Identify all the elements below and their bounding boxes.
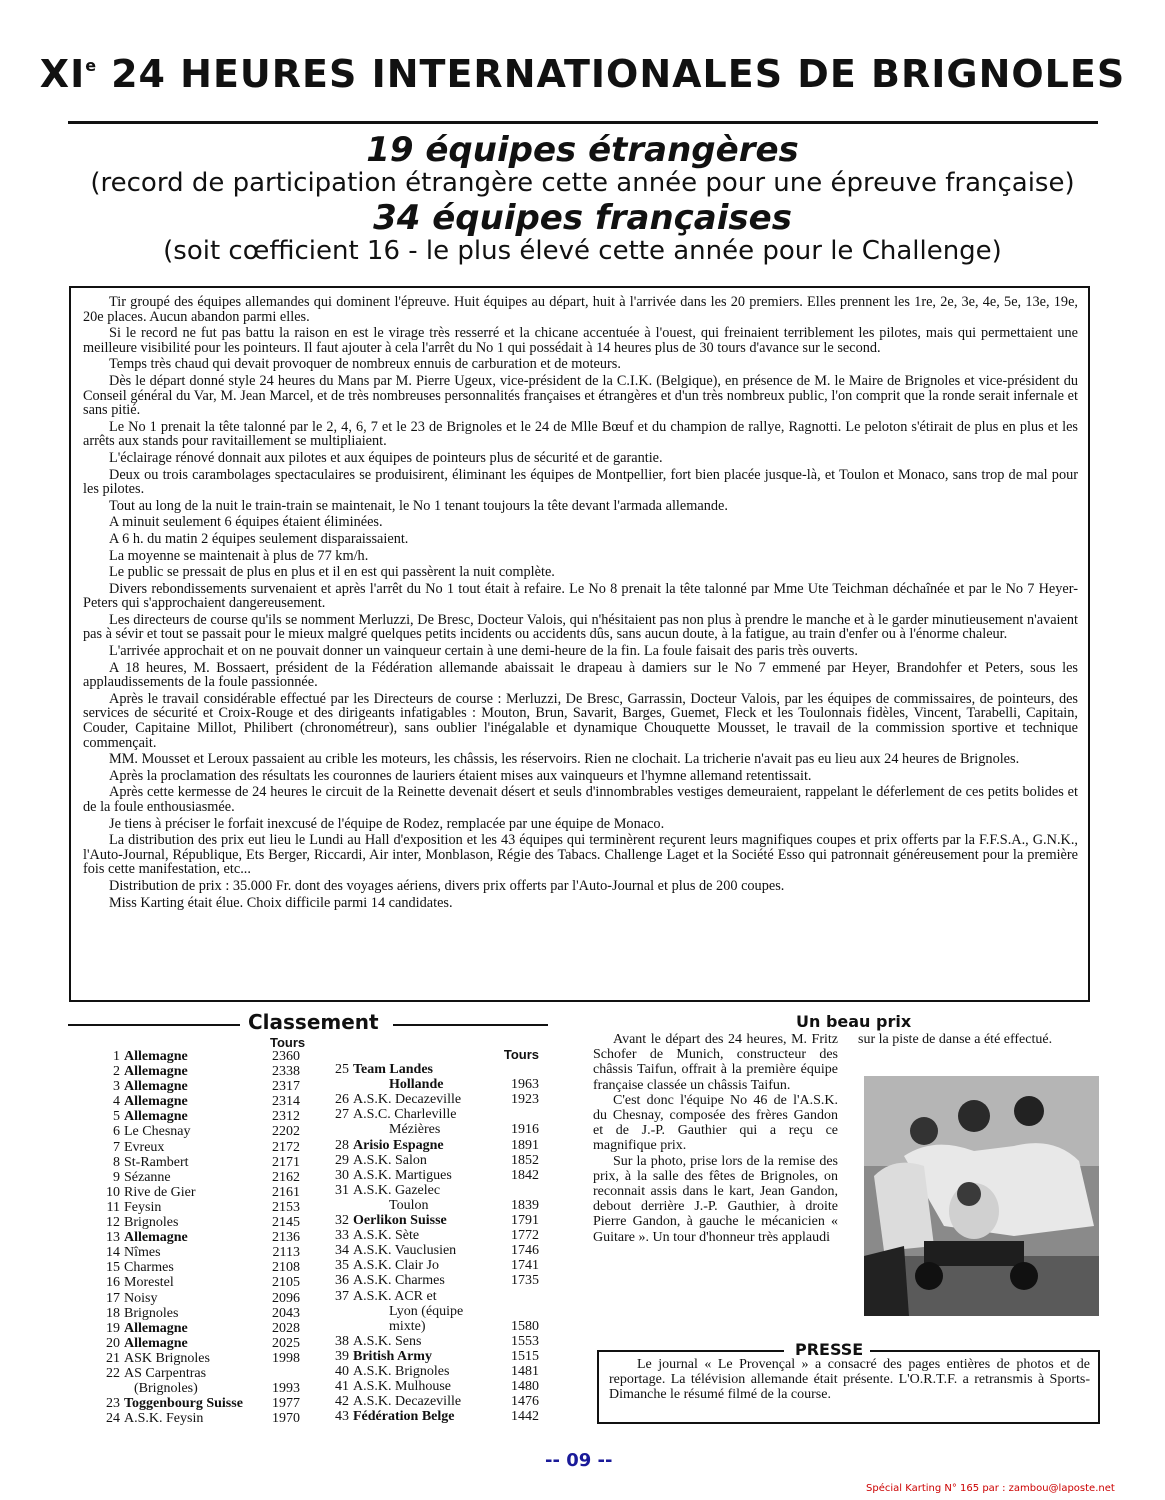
- ranking-position: 21: [106, 1350, 120, 1366]
- classement-column-1: [100, 1049, 300, 1426]
- ranking-position: 39: [335, 1348, 349, 1364]
- ranking-position: 35: [335, 1258, 349, 1274]
- ranking-laps: 2161: [272, 1184, 300, 1200]
- ranking-position: 9: [113, 1169, 120, 1185]
- ranking-team: Rive de Gier: [124, 1184, 196, 1200]
- ranking-team: A.S.K. Charmes: [353, 1273, 445, 1289]
- presse-box: [597, 1350, 1100, 1424]
- ranking-laps: 2202: [272, 1124, 300, 1140]
- ranking-laps: 2028: [272, 1320, 300, 1336]
- ranking-position: 24: [106, 1411, 120, 1427]
- ranking-team: Allemagne: [124, 1335, 188, 1351]
- ranking-position: 6: [113, 1124, 120, 1140]
- ranking-row: [329, 1409, 539, 1424]
- article-box: [69, 286, 1090, 1002]
- ranking-laps: 2162: [272, 1169, 300, 1185]
- title-divider: [68, 121, 1098, 124]
- subheadline-coefficient: (soit cœfficient 16 - le plus élevé cette année pour le Challenge): [163, 236, 1002, 266]
- ranking-row: [329, 1107, 539, 1122]
- article-paragraph: Distribution de prix : 35.000 Fr. dont des voyages aériens, divers prix offerts par l'Auto-Journal et plus de 200 coupes.: [109, 877, 785, 894]
- ranking-position: 38: [335, 1333, 349, 1349]
- ranking-team: A.S.K. Gazelec: [353, 1182, 441, 1198]
- ranking-row: [100, 1155, 300, 1170]
- classement-rule-left: [68, 1024, 240, 1026]
- ranking-row: [329, 1319, 539, 1334]
- article-paragraph: A 6 h. du matin 2 équipes seulement disparaissaient.: [109, 530, 409, 547]
- ranking-row: [329, 1349, 539, 1364]
- ranking-laps: 2145: [272, 1215, 300, 1231]
- ranking-row: [100, 1291, 300, 1306]
- article-paragraph: Temps très chaud qui devait provoquer de nombreux ennuis de carburation et de moteurs.: [109, 356, 621, 373]
- headline-foreign-teams: 19 équipes étrangères: [366, 130, 799, 170]
- ranking-position: 41: [335, 1379, 349, 1395]
- ranking-team: Allemagne: [124, 1064, 188, 1080]
- ranking-position: 3: [113, 1079, 120, 1095]
- ranking-row: [329, 1258, 539, 1273]
- ranking-row: [100, 1260, 300, 1275]
- article-paragraph: MM. Mousset et Leroux passaient au crible les moteurs, les châssis, les réservoirs. Rien ne clochait. La tricherie n'avait pas eu lieu aux 24 heures de Brignoles.: [109, 751, 1020, 768]
- ranking-laps: 2314: [272, 1094, 300, 1110]
- ranking-laps: 2312: [272, 1109, 300, 1125]
- ranking-team: A.S.K. Sète: [353, 1228, 420, 1244]
- ranking-row: [100, 1079, 300, 1094]
- ranking-position: 40: [335, 1363, 349, 1379]
- ranking-team: AS Carpentras: [124, 1365, 207, 1381]
- ranking-team: Allemagne: [124, 1109, 188, 1125]
- ranking-laps: 2360: [272, 1049, 300, 1064]
- article-paragraph: La moyenne se maintenait à plus de 77 km/h.: [109, 547, 369, 564]
- ranking-position: 43: [335, 1409, 349, 1425]
- footer-credit: Spécial Karting N° 165 par : zambou@laposte.net: [866, 1483, 1115, 1494]
- ranking-team: A.S.K. Decazeville: [353, 1394, 462, 1410]
- ranking-laps: 2096: [272, 1290, 300, 1306]
- ranking-row: [329, 1153, 539, 1168]
- ranking-position: 10: [106, 1184, 120, 1200]
- ranking-position: 20: [106, 1335, 120, 1351]
- ranking-team: Toggenbourg Suisse: [124, 1396, 243, 1412]
- article-paragraph: A minuit seulement 6 équipes étaient éliminées.: [109, 514, 383, 531]
- ranking-position: 33: [335, 1228, 349, 1244]
- ranking-row: [329, 1198, 539, 1213]
- ranking-laps: 1963: [511, 1077, 539, 1093]
- article-paragraph: Deux ou trois carambolages spectaculaires se produisirent, éliminant les équipes de Montpellier, fort bien placée jusque-là, et Toulon et Monaco, sans trop de mal pour les pilotes.: [83, 466, 1078, 498]
- ranking-position: 32: [335, 1213, 349, 1229]
- page-number: -- 09 --: [545, 1450, 613, 1471]
- ranking-laps: 1891: [511, 1137, 539, 1153]
- article-paragraph: Après le travail considérable effectué par les Directeurs de course : Merluzzi, De Bresc, Garrassin, Docteur Valois, par les équipes de commissaires, de pointeurs, des services de sécurité et Croix-Rouge et des dirigeants infatigables : Mouton, Brun, Savarit, Barges, Guemet, Fleck et les Toulonnais fidèles, Vincent, Tarabelli, Capitain, Couder, Capitaine Millot, Philibert (chronométreur), sans oublier l'inégalable et dynamique Chouquette Mousset, le travail de la commission sportive et technique commençait.: [83, 690, 1078, 751]
- ranking-team: Allemagne: [124, 1230, 188, 1246]
- ranking-row: [329, 1077, 539, 1092]
- ranking-team: A.S.K. Mulhouse: [353, 1379, 452, 1395]
- ranking-laps: 1515: [511, 1348, 539, 1364]
- ranking-laps: 2108: [272, 1260, 300, 1276]
- ranking-row: [329, 1243, 539, 1258]
- article-paragraph: Le public se pressait de plus en plus et il en est qui passèrent la nuit complète.: [109, 564, 555, 581]
- ranking-laps: 1791: [511, 1213, 539, 1229]
- ranking-row: [329, 1394, 539, 1409]
- ranking-laps: 2025: [272, 1335, 300, 1351]
- beau-prix-text: [593, 1032, 838, 1245]
- ranking-position: 8: [113, 1154, 120, 1170]
- article-paragraph: L'éclairage rénové donnait aux pilotes et aux équipes de pointeurs plus de sécurité et de garantie.: [109, 449, 663, 466]
- ranking-team: A.S.K. Vauclusien: [353, 1243, 457, 1259]
- ranking-position: 7: [113, 1139, 120, 1155]
- ranking-team: Allemagne: [124, 1049, 188, 1064]
- ranking-row: [329, 1334, 539, 1349]
- ranking-row: [100, 1049, 300, 1064]
- ranking-position: 34: [335, 1243, 349, 1259]
- ranking-laps: 2043: [272, 1305, 300, 1321]
- ranking-row: [100, 1109, 300, 1124]
- beau-prix-paragraph: Sur la photo, prise lors de la remise des prix, à la salle des fêtes de Brignoles, on reconnait assis dans le kart, Jean Gandon, debout derrière J.-P. Gauthier, à droite Pierre Gandon, à gauche le mécanicien « Guitare ». Un tour d'honneur très applaudi: [593, 1153, 838, 1245]
- ranking-laps: 1481: [511, 1363, 539, 1379]
- ranking-row: [100, 1170, 300, 1185]
- ranking-row: [329, 1183, 539, 1198]
- ranking-row: [329, 1273, 539, 1288]
- ranking-row: [100, 1230, 300, 1245]
- ranking-laps: 2317: [272, 1079, 300, 1095]
- ranking-row: [100, 1124, 300, 1139]
- subheadline-foreign-record: (record de participation étrangère cette année pour une épreuve française): [90, 168, 1075, 198]
- ranking-team: Nîmes: [124, 1245, 161, 1261]
- ranking-laps: 2136: [272, 1230, 300, 1246]
- ranking-laps: 2105: [272, 1275, 300, 1291]
- ranking-laps: 1842: [511, 1167, 539, 1183]
- ranking-team: A.S.K. Clair Jo: [353, 1258, 439, 1274]
- ranking-laps: 1977: [272, 1396, 300, 1412]
- ranking-row: [329, 1379, 539, 1394]
- ranking-laps: 1580: [511, 1318, 539, 1334]
- ranking-team: Sézanne: [124, 1169, 171, 1185]
- ranking-laps: 1442: [511, 1409, 539, 1425]
- ranking-row: [329, 1289, 539, 1304]
- ranking-row: [100, 1336, 300, 1351]
- ranking-row: [100, 1381, 300, 1396]
- ranking-row: [100, 1351, 300, 1366]
- ranking-row: [329, 1168, 539, 1183]
- article-paragraph: Les directeurs de course qu'ils se nomment Merluzzi, De Bresc, Docteur Valois, qui n'hésitaient pas non plus à prendre le manche et à le garder minutieusement n'avaient pas à sévir et tout se passait pour le mieux malgré quelques petits incidents ou accidents dûs, sans aucun doute, à la fatigue, au train d'enfer ou à l'énorme chaleur.: [83, 611, 1078, 643]
- ranking-row: [100, 1366, 300, 1381]
- presse-text: Le journal « Le Provençal » a consacré des pages entières de photos et de reportage. La télévision allemande était présente. L'O.R.T.F. a retransmis à Sports-Dimanche le résumé filmé de la course.: [609, 1357, 1090, 1402]
- beau-prix-paragraph: C'est donc l'équipe No 46 de l'A.S.K. du Chesnay, composée des frères Gandon et de J.-P. Gauthier qui a reçu ce magnifique prix.: [593, 1092, 838, 1154]
- ranking-row: [100, 1396, 300, 1411]
- ranking-team: A.S.C. Charleville: [353, 1107, 457, 1123]
- ranking-laps: 1480: [511, 1379, 539, 1395]
- ranking-position: 13: [106, 1230, 120, 1246]
- ranking-position: 18: [106, 1305, 120, 1321]
- article-paragraph: Divers rebondissements survenaient et après l'arrêt du No 1 tout était à refaire. Le No 8 prenait la tête talonné par Mme Ute Teichman déchaînée et par le No 7 Heyer-Peters qui s'approchaient dangereusement.: [83, 580, 1078, 612]
- ranking-team: Charmes: [124, 1260, 174, 1276]
- ranking-laps: 1839: [511, 1197, 539, 1213]
- ranking-laps: 1553: [511, 1333, 539, 1349]
- article-paragraph: Si le record ne fut pas battu la raison en est le virage très resserré et la chicane accentuée à l'ouest, qui freinaient terriblement les pilotes, mais qui permettaient une meilleure visibilité pour les pointeurs. Il faut ajouter à cela l'arrêt du No 1 qui possédait à 14 heures plus de 30 tours d'avance sur le second.: [83, 325, 1078, 356]
- ranking-position: 1: [113, 1049, 120, 1064]
- ranking-row: [100, 1200, 300, 1215]
- ranking-position: 4: [113, 1094, 120, 1110]
- ranking-laps: 1993: [272, 1381, 300, 1397]
- article-paragraph: L'arrivée approchait et on ne pouvait donner un vainqueur certain à une demi-heure de la fin. La foule faisait des paris très ouverts.: [109, 643, 858, 660]
- article-paragraph: A 18 heures, M. Bossaert, président de la Fédération allemande abaissait le drapeau à damiers sur le No 7 emmené par Heyer, Brandohfer et Peters, sous les applaudissements de la foule passionnée.: [83, 659, 1078, 691]
- award-photo-image: [864, 1076, 1099, 1316]
- ranking-team: Mézières: [389, 1122, 441, 1138]
- ranking-team: A.S.K. Sens: [353, 1333, 422, 1349]
- ranking-laps: 1741: [511, 1258, 539, 1274]
- ranking-laps: 1852: [511, 1152, 539, 1168]
- ranking-position: 25: [335, 1062, 349, 1078]
- ranking-team: Allemagne: [124, 1094, 188, 1110]
- ranking-position: 17: [106, 1290, 120, 1306]
- ranking-laps: 1923: [511, 1092, 539, 1108]
- ranking-laps: 1916: [511, 1122, 539, 1138]
- article-paragraph: Je tiens à préciser le forfait inexcusé de l'équipe de Rodez, remplacée par une équipe de Monaco.: [109, 815, 665, 832]
- ranking-position: 15: [106, 1260, 120, 1276]
- classement-rule-right: [393, 1024, 548, 1026]
- ranking-row: [100, 1245, 300, 1260]
- ranking-row: [100, 1275, 300, 1290]
- ranking-laps: 2113: [272, 1245, 300, 1261]
- article-paragraph: Après la proclamation des résultats les couronnes de lauriers étaient mises aux vainqueurs et l'hymne allemand retentissait.: [109, 767, 812, 784]
- ranking-row: [329, 1138, 539, 1153]
- ranking-team: A.S.K. Brignoles: [353, 1363, 450, 1379]
- article-paragraph: Miss Karting était élue. Choix difficile parmi 14 candidates.: [109, 894, 453, 911]
- ranking-position: 27: [335, 1107, 349, 1123]
- ranking-row: [329, 1228, 539, 1243]
- ranking-team: Lyon (équipe: [389, 1303, 464, 1319]
- ranking-position: 23: [106, 1396, 120, 1412]
- ranking-position: 37: [335, 1288, 349, 1304]
- ranking-laps: 1746: [511, 1243, 539, 1259]
- ranking-row: [329, 1122, 539, 1137]
- ranking-laps: 1998: [272, 1350, 300, 1366]
- ranking-position: 16: [106, 1275, 120, 1291]
- ranking-laps: 1735: [511, 1273, 539, 1289]
- ranking-team: A.S.K. Decazeville: [353, 1092, 462, 1108]
- ranking-team: Allemagne: [124, 1320, 188, 1336]
- ranking-position: 12: [106, 1215, 120, 1231]
- ranking-team: Morestel: [124, 1275, 174, 1291]
- ranking-team: A.S.K. Feysin: [124, 1411, 204, 1427]
- ranking-team: Feysin: [124, 1199, 162, 1215]
- beau-prix-text-continued: sur la piste de danse a été effectué.: [858, 1032, 1053, 1047]
- ranking-team: A.S.K. Salon: [353, 1152, 427, 1168]
- ranking-position: 2: [113, 1064, 120, 1080]
- ranking-team: British Army: [353, 1348, 432, 1364]
- ranking-position: 22: [106, 1365, 120, 1381]
- ranking-row: [100, 1064, 300, 1079]
- ranking-team: Noisy: [124, 1290, 158, 1306]
- ranking-laps: 1772: [511, 1228, 539, 1244]
- ranking-laps: 2153: [272, 1199, 300, 1215]
- ranking-team: Brignoles: [124, 1215, 179, 1231]
- ranking-position: 14: [106, 1245, 120, 1261]
- headline-french-teams: 34 équipes françaises: [373, 198, 792, 238]
- ranking-laps: 2338: [272, 1064, 300, 1080]
- ranking-row: [100, 1306, 300, 1321]
- ranking-laps: 2172: [272, 1139, 300, 1155]
- ranking-team: Evreux: [124, 1139, 165, 1155]
- ranking-laps: 2171: [272, 1154, 300, 1170]
- ranking-team: Oerlikon Suisse: [353, 1213, 447, 1229]
- ranking-position: 42: [335, 1394, 349, 1410]
- article-paragraph: Le No 1 prenait la tête talonné par le 2, 4, 6, 7 et le 23 de Brignoles et le 24 de Mlle Bœuf et du champion de rallye, Ragnotti. Le peloton s'étirait de plus en plus et les arrêts aux stands pour ravitaillement se multipliaient.: [83, 418, 1078, 450]
- ranking-position: 31: [335, 1182, 349, 1198]
- classement-title: Classement: [248, 1010, 379, 1034]
- ranking-row: [329, 1047, 539, 1062]
- ranking-laps: Tours: [503, 1047, 539, 1062]
- beau-prix-title: Un beau prix: [796, 1012, 912, 1031]
- ranking-row: [329, 1364, 539, 1379]
- classement-column-2: [329, 1047, 539, 1424]
- beau-prix-paragraph: Avant le départ des 24 heures, M. Fritz Schofer de Munich, constructeur des châssis Taifun, offrait à la première équipe française classée un châssis Taifun.: [593, 1032, 838, 1093]
- presse-title: PRESSE: [795, 1340, 864, 1359]
- article-paragraph: Après cette kermesse de 24 heures le circuit de la Reinette devenait désert et seuls d'innombrables vestiges demeuraient, rappelant le déferlement de ces petits bolides et de la foule enthousiasmée.: [83, 784, 1078, 815]
- ranking-team: Allemagne: [124, 1079, 188, 1095]
- tours-header: Tours: [270, 1035, 306, 1050]
- article-paragraph: Tout au long de la nuit le train-train se maintenait, le No 1 tenant toujours la tête devant l'armada allemande.: [109, 497, 728, 514]
- ranking-position: 5: [113, 1109, 120, 1125]
- award-photo: [864, 1076, 1099, 1316]
- ranking-row: [100, 1185, 300, 1200]
- ranking-position: 30: [335, 1167, 349, 1183]
- ranking-team: Brignoles: [124, 1305, 179, 1321]
- ranking-row: [100, 1215, 300, 1230]
- ranking-row: [329, 1213, 539, 1228]
- article-paragraph: Dès le départ donné style 24 heures du Mans par M. Pierre Ugeux, vice-président de la C.I.K. (Belgique), en présence de M. le Maire de Brignoles et vice-président du Conseil général du Var, M. Jean Marcel, et de très nombreuses personnalités françaises et étrangères et d'un très nombreux public, l'on comprit que la ronde serait infernale et sans pitié.: [83, 372, 1078, 419]
- ranking-position: 29: [335, 1152, 349, 1168]
- ranking-row: [100, 1411, 300, 1426]
- ranking-row: [329, 1092, 539, 1107]
- ranking-team: Fédération Belge: [353, 1409, 455, 1425]
- ranking-team: Team Landes: [353, 1062, 434, 1078]
- ranking-team: Arisio Espagne: [353, 1137, 444, 1153]
- ranking-team: A.S.K. Martigues: [353, 1167, 452, 1183]
- ranking-position: 28: [335, 1137, 349, 1153]
- ranking-row: [329, 1304, 539, 1319]
- article-paragraph: Tir groupé des équipes allemandes qui dominent l'épreuve. Huit équipes au départ, huit à l'arrivée dans les 20 premiers. Elles prennent les 1re, 2e, 3e, 4e, 5e, 13e, 19e, 20e places. Aucun abandon parmi elles.: [83, 294, 1078, 325]
- ranking-team: Toulon: [389, 1197, 429, 1213]
- ranking-team: mixte): [389, 1318, 426, 1334]
- ranking-laps: 1476: [511, 1394, 539, 1410]
- ranking-row: [100, 1094, 300, 1109]
- article-paragraph: La distribution des prix eut lieu le Lundi au Hall d'exposition et les 43 équipes qui terminèrent reçurent leurs magnifiques coupes et prix offerts par la F.F.S.A., G.N.K., l'Auto-Journal, République, Ets Berger, Riccardi, Air inter, Monblason, Régie des Tabacs. Challenge Laget et la Société Esso qui patronnait généreusement pour la première fois cette manifestation, etc...: [83, 832, 1078, 878]
- ranking-position: 19: [106, 1320, 120, 1336]
- ranking-row: [329, 1062, 539, 1077]
- ranking-position: 36: [335, 1273, 349, 1289]
- page-title: XIe 24 HEURES INTERNATIONALES DE BRIGNOLES: [39, 52, 1126, 96]
- ranking-position: 11: [106, 1199, 120, 1215]
- ranking-laps: 1970: [272, 1411, 300, 1427]
- ranking-team: ASK Brignoles: [124, 1350, 210, 1366]
- ranking-row: [100, 1140, 300, 1155]
- ranking-row: [100, 1321, 300, 1336]
- ranking-team: Hollande: [389, 1077, 444, 1093]
- ranking-position: 26: [335, 1092, 349, 1108]
- ranking-team: Le Chesnay: [124, 1124, 191, 1140]
- ranking-team: (Brignoles): [134, 1381, 198, 1397]
- ranking-team: St-Rambert: [124, 1154, 189, 1170]
- ranking-team: A.S.K. ACR et: [353, 1288, 437, 1304]
